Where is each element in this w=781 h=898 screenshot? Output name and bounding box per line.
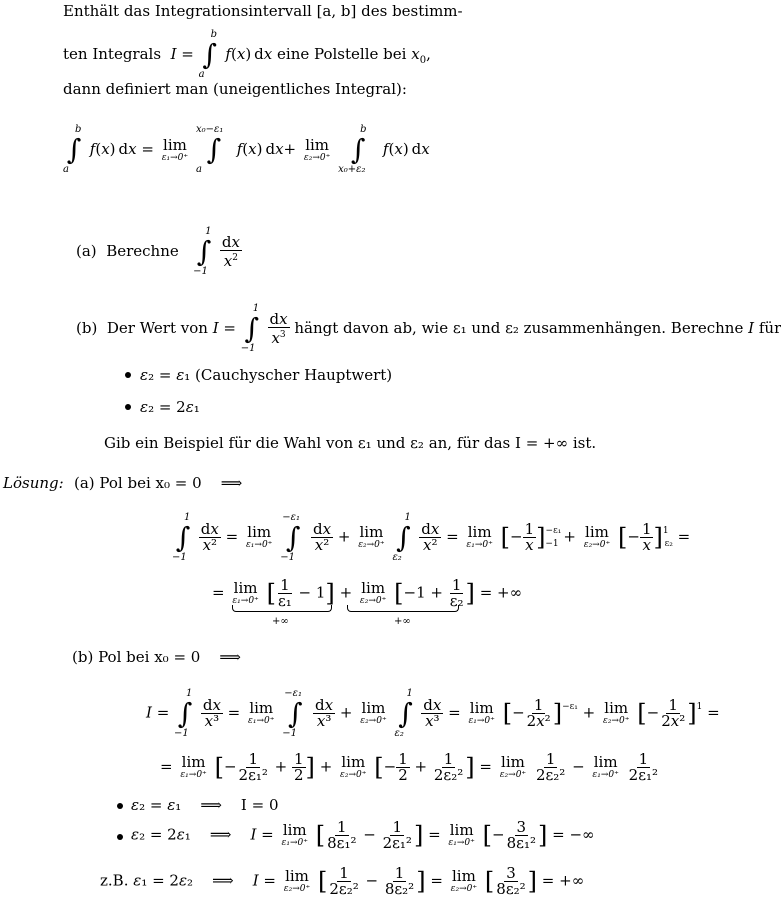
solution-a-head: (a) Pol bei x₀ = 0 ⟹	[74, 474, 243, 492]
solution-b-head: (b) Pol bei x₀ = 0 ⟹	[72, 648, 241, 666]
solution-a-line2: = lim ε₁→0⁺ [ $\frac{1}{\text{ε₁}}$ − 1] + lim ε₂→0⁺ [−1 + $\frac{1}{\text{ε₂}}$ ] = +∞	[212, 576, 523, 610]
solution-example: z.B. ε₁ = 2ε₂ ⟹ I = lim ε₂→0⁺ [ $\frac{1}{\text{2ε₂²}}$ − $\frac{1}{\text{8ε₂²}}$ ] = lim ε₂→0⁺ [ $\frac{3}{\text{8ε₂²}}$ ] = +∞	[100, 864, 585, 898]
solution-bullet-1-text: ε₂ = ε₁ ⟹ I = 0	[131, 796, 279, 814]
definition-formula: ∫ b a f(x) dx = lim ε₁→0⁺ ∫ x₀−ε₁ a f(x) dx+ lim ε₂→0⁺ ∫ b x₀+ε₂ f(x) dx	[63, 124, 430, 175]
solution-bullet-1	[117, 803, 123, 809]
task-b: (b) Der Wert von I = ∫ 1 −1 $\frac{dx}{x^3}$ hängt davon ab, wie ε₁ und ε₂ zusammenhängen. Berechne I für	[76, 303, 781, 354]
underbrace-2-label: +∞	[394, 616, 411, 627]
underbrace-1	[232, 605, 332, 612]
bullet-1-text: ε₂ = ε₁ (Cauchyscher Hauptwert)	[140, 366, 393, 384]
bullet-2-text: ε₂ = 2ε₁	[140, 398, 200, 416]
intro-line-2: ten Integrals I = ∫ b a f(x) dx eine Polstelle bei $x_0$,	[63, 29, 431, 80]
bullet-1	[125, 372, 131, 378]
underbrace-1-label: +∞	[272, 616, 289, 627]
solution-a-line1: ∫ 1 −1 $\frac{dx}{\text{x²}}$ = lim ε₁→0⁺ ∫ −ε₁ −1 $\frac{dx}{\text{x²}}$ + lim ε₂→0⁺ ∫ 1 ε₂ $\frac{dx}{\text{x²}}$ = lim ε₁→0⁺ [− $\frac{1}{x}$ ]$^{-\varepsilon_1}$−1 + lim ε₂→0⁺ [− $\frac{1}{x}$ ]$^1$ε₂ =	[172, 511, 691, 563]
intro-line-1: Enthält das Integrationsintervall [a, b] des bestimm-	[63, 2, 463, 20]
underbrace-2	[347, 605, 459, 612]
bullet-2	[125, 404, 131, 410]
task-a: (a) Berechne ∫ 1 −1 $\frac{dx}{x^2}$	[76, 226, 240, 277]
solution-b-line2: = lim ε₁→0⁺ [− $\frac{1}{\text{2ε₁²}}$ + $\frac{1}{2}$ ] + lim ε₂→0⁺ [− $\frac{1}{2}$ + $\frac{1}{\text{2ε₂²}}$ ] = lim ε₂→0⁺ $\frac{1}{\text{2ε₂²}}$ − lim ε₁→0⁺ $\frac{1}{\text{2ε₁²}}$	[160, 750, 659, 784]
solution-label: Lösung:	[3, 474, 64, 492]
solution-bullet-2	[117, 834, 123, 840]
example-prompt: Gib ein Beispiel für die Wahl von ε₁ und ε₂ an, für das I = +∞ ist.	[104, 434, 597, 452]
solution-bullet-2-text: ε₂ = 2ε₁ ⟹ I = lim ε₁→0⁺ [ $\frac{1}{\text{8ε₁²}}$ − $\frac{1}{\text{2ε₁²}}$ ] = lim ε₁→0⁺ [− $\frac{3}{\text{8ε₁²}}$ ] = −∞	[131, 818, 595, 852]
intro-line-3: dann definiert man (uneigentliches Integral):	[63, 80, 407, 98]
solution-b-line1: I = ∫ 1 −1 $\frac{dx}{\text{x³}}$ = lim ε₁→0⁺ ∫ −ε₁ −1 $\frac{dx}{\text{x³}}$ + lim ε₂→0⁺ ∫ 1 ε₂ $\frac{dx}{\text{x³}}$ = lim ε₁→0⁺ [− $\frac{1}{\text{2x²}}$ ]$^{-\varepsilon_1}$ + lim ε₂→0⁺ [− $\frac{1}{\text{2x²}}$ ]$^1$ =	[146, 687, 720, 739]
